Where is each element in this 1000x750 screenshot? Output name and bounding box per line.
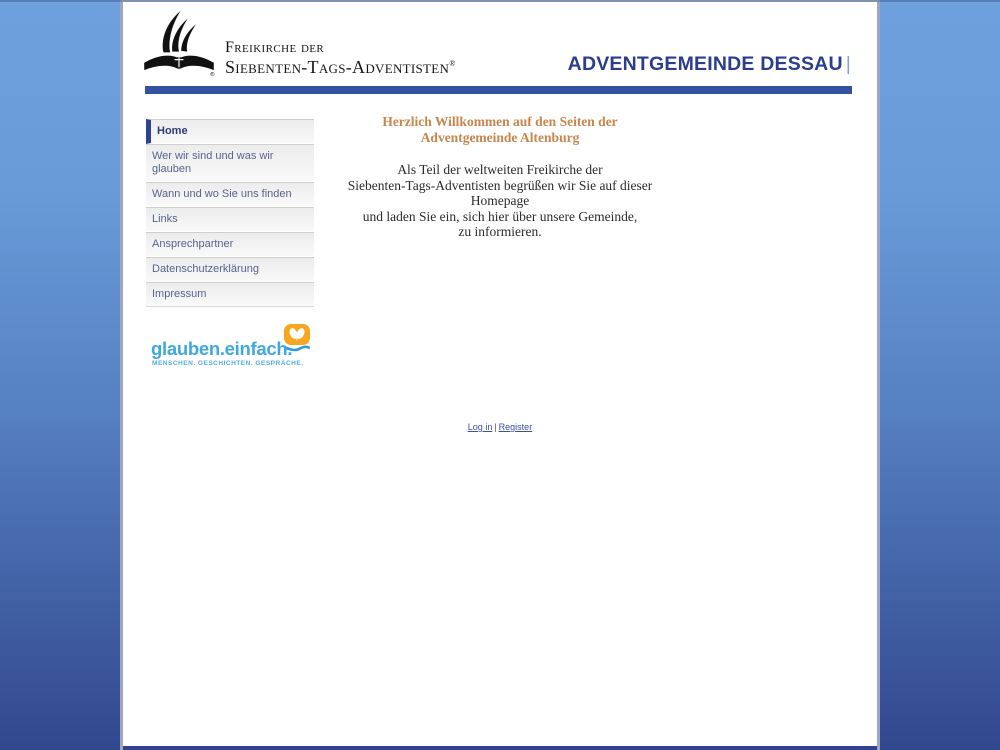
brand-text	[225, 39, 456, 77]
sidebar-item-wann-und-wo-sie-uns-finden[interactable]: Wann und wo Sie uns finden	[146, 182, 314, 207]
page-bottom-bar	[123, 746, 877, 750]
brand-line2: Siebenten-Tags-Adventisten®	[225, 56, 456, 77]
welcome-body-line: zu informieren.	[458, 224, 542, 239]
welcome-heading-line2: Adventgemeinde Altenburg	[420, 130, 580, 145]
welcome-body-line: Als Teil der weltweiten Freikirche der	[397, 162, 603, 177]
promo-tagline: MENSCHEN. GESCHICHTEN. GESPRÄCHE.	[152, 360, 304, 367]
site-title: ADVENTGEMEINDE DESSAU |	[567, 53, 851, 75]
registered-mark: ®	[449, 58, 456, 68]
sda-church-logo-icon	[142, 8, 216, 82]
brand-line1: Freikirche der	[225, 39, 325, 56]
svg-text:®: ®	[210, 72, 215, 79]
title-divider: |	[845, 53, 851, 75]
welcome-body	[123, 162, 877, 240]
glauben-einfach-logo[interactable]	[151, 322, 326, 372]
sidebar-item-wer-wir-sind-und-was-wir-glauben[interactable]: Wer wir sind und was wir glauben	[146, 144, 314, 182]
header-divider-bar	[145, 86, 852, 94]
sidebar-item-ansprechpartner[interactable]: Ansprechpartner	[146, 232, 314, 257]
page	[120, 0, 880, 750]
welcome-body-line: und laden Sie ein, sich hier über unsere Gemeinde,	[362, 208, 638, 224]
promo-wordmark: glauben.einfach.	[151, 338, 293, 359]
register-link[interactable]: Register	[498, 422, 533, 432]
footer-separator: |	[494, 422, 497, 432]
sidebar-item-links[interactable]: Links	[146, 207, 314, 232]
sidebar-item-datenschutzerklärung[interactable]: Datenschutzerklärung	[146, 257, 314, 282]
welcome-heading	[123, 114, 877, 146]
welcome-body-line: Homepage	[470, 193, 530, 208]
footer-links	[123, 422, 877, 432]
sidebar-item-home[interactable]: Home	[146, 119, 314, 144]
welcome-body-line: Siebenten-Tags-Adventisten begrüßen wir Sie auf dieser	[347, 177, 653, 193]
welcome-heading-line1: Herzlich Willkommen auf den Seiten der	[382, 114, 618, 129]
sidebar-item-impressum[interactable]: Impressum	[146, 282, 314, 307]
login-link[interactable]: Log in	[467, 422, 493, 432]
